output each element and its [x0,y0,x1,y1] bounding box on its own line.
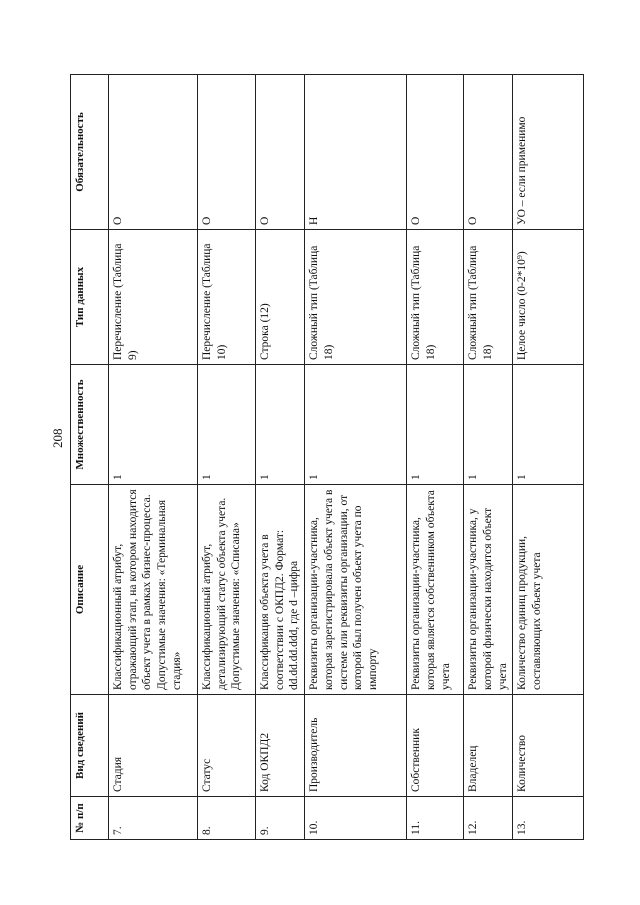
cell-obligation: О [198,75,256,230]
cell-description: Количество единиц продукции, составляющих объект учета [513,485,584,695]
cell-kind: Производитель [305,695,407,797]
cell-obligation: О [109,75,198,230]
cell-obligation: О [256,75,305,230]
cell-obligation: УО – если применимо [513,75,584,230]
page-number: 208 [50,428,65,448]
header-data-type: Тип данных [71,230,109,365]
cell-num: 13. [513,797,584,840]
cell-data-type: Сложный тип (Таблица 18) [407,230,464,365]
header-num: № п/п [71,797,109,840]
cell-kind: Код ОКПД2 [256,695,305,797]
table-row [256,75,305,840]
cell-num: 11. [407,797,464,840]
header-kind: Вид сведений [71,695,109,797]
table-row [464,75,513,840]
cell-description: Реквизиты организации-участника, которая является собственником объекта учета [407,485,464,695]
table-row [513,75,584,840]
cell-kind: Владелец [464,695,513,797]
cell-obligation: Н [305,75,407,230]
cell-num: 7. [109,797,198,840]
cell-num: 10. [305,797,407,840]
header-obligation: Обязательность [71,75,109,230]
cell-obligation: О [464,75,513,230]
cell-multiplicity: 1 [464,365,513,485]
cell-num: 9. [256,797,305,840]
cell-kind: Собственник [407,695,464,797]
cell-data-type: Сложный тип (Таблица 18) [305,230,407,365]
cell-description: Реквизиты организации-участника, у которой физически находится объект учета [464,485,513,695]
cell-description: Классификационный атрибут, отражающий этап, на котором находится объект учета в рамках бизнес-процесса. Допустимые значения: «Терминальная стадия» [109,485,198,695]
cell-multiplicity: 1 [513,365,584,485]
cell-description: Реквизиты организации-участника, которая зарегистрировала объект учета в системе или реквизиты организации, от которой был получен объект учета по импорту [305,485,407,695]
cell-multiplicity: 1 [198,365,256,485]
cell-obligation: О [407,75,464,230]
cell-num: 8. [198,797,256,840]
header-description: Описание [71,485,109,695]
cell-data-type: Целое число (0-2*10⁹) [513,230,584,365]
table-row [109,75,198,840]
cell-multiplicity: 1 [407,365,464,485]
cell-kind: Количество [513,695,584,797]
header-multiplicity: Множественность [71,365,109,485]
cell-multiplicity: 1 [305,365,407,485]
cell-kind: Стадия [109,695,198,797]
cell-multiplicity: 1 [109,365,198,485]
cell-description: Классификация объекта учета в соответствии с ОКПД2. Формат: dd.dd.dd.ddd, где d –цифра [256,485,305,695]
cell-data-type: Строка (12) [256,230,305,365]
cell-num: 12. [464,797,513,840]
rotated-table-wrapper [70,75,575,840]
cell-data-type: Перечисление (Таблица 9) [109,230,198,365]
table-row [407,75,464,840]
cell-data-type: Сложный тип (Таблица 18) [464,230,513,365]
cell-description: Классификационный атрибут, детализирующий статус объекта учета. Допустимые значения: «Списана» [198,485,256,695]
data-table [70,74,584,840]
table-header-row [71,75,109,840]
table-row [198,75,256,840]
cell-multiplicity: 1 [256,365,305,485]
cell-data-type: Перечисление (Таблица 10) [198,230,256,365]
table-row [305,75,407,840]
cell-kind: Статус [198,695,256,797]
